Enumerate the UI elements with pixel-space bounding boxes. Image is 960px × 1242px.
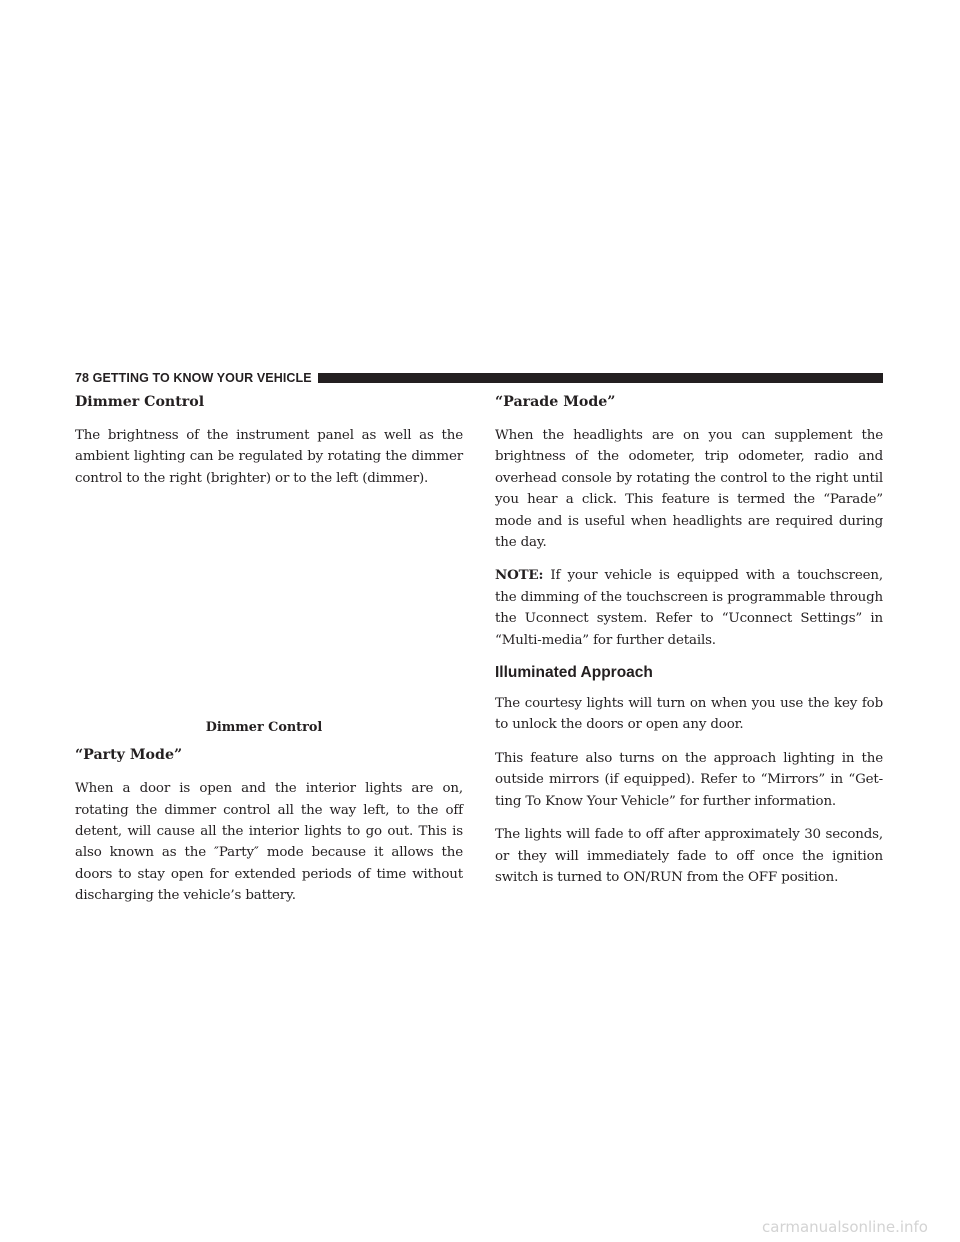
dimmer-control-paragraph: The brightness of the instrument panel as well as the ambient lighting can be regulated by rotating the dimmer control to the right (brighter) or to the left (dimmer). (75, 428, 463, 486)
header-rule (318, 373, 883, 383)
party-mode-heading: “Party Mode” (75, 747, 183, 764)
parade-mode-heading: “Parade Mode” (495, 394, 616, 410)
page-header (75, 371, 883, 385)
page-number-section-title: 78 GETTING TO KNOW YOUR VEHICLE (75, 371, 312, 385)
approach-paragraph-2: This feature also turns on the approach lighting in the outside mirrors (if equipped). Refer to “Mirrors” in “Get-ting To Know Your Vehicle” for further information. (495, 750, 883, 809)
note-label: NOTE: (495, 567, 544, 584)
approach-paragraph-1: The courtesy lights will turn on when you use the key fob to unlock the doors or open any door. (495, 696, 883, 733)
note-text: If your vehicle is equipped with a touchscreen, the dimming of the touchscreen is programmable through the Uconnect system. Refer to “Uconnect Settings” in “Multi-media” for further details. (495, 568, 883, 648)
figure-caption: Dimmer Control (205, 720, 323, 736)
dimmer-control-figure (75, 501, 463, 719)
watermark-link[interactable]: carmanualsonline.info (762, 1218, 928, 1236)
parade-mode-paragraph: When the headlights are on you can supplement the brightness of the odometer, trip odometer, radio and overhead console by rotating the control to the right until you hear a click. This feature is termed the “Parade” mode and is useful when headlights are required during the day. (495, 428, 883, 551)
approach-paragraph-3: The lights will fade to off after approximately 30 seconds, or they will immediately fade to off once the ignition switch is turned to ON/RUN from the OFF position. (495, 827, 883, 885)
left-column (75, 392, 463, 919)
note-paragraph (495, 565, 883, 651)
illuminated-approach-heading: Illuminated Approach (495, 664, 653, 682)
party-mode-paragraph: When a door is open and the interior lights are on, rotating the dimmer control all the way left, to the off detent, will cause all the interior lights to go out. This is also known as the ″Party″ mode because it allows the doors to stay open for extended periods of time without discharging the vehicle’s battery. (75, 781, 463, 904)
dimmer-control-heading: Dimmer Control (75, 394, 205, 410)
right-column (495, 392, 883, 900)
